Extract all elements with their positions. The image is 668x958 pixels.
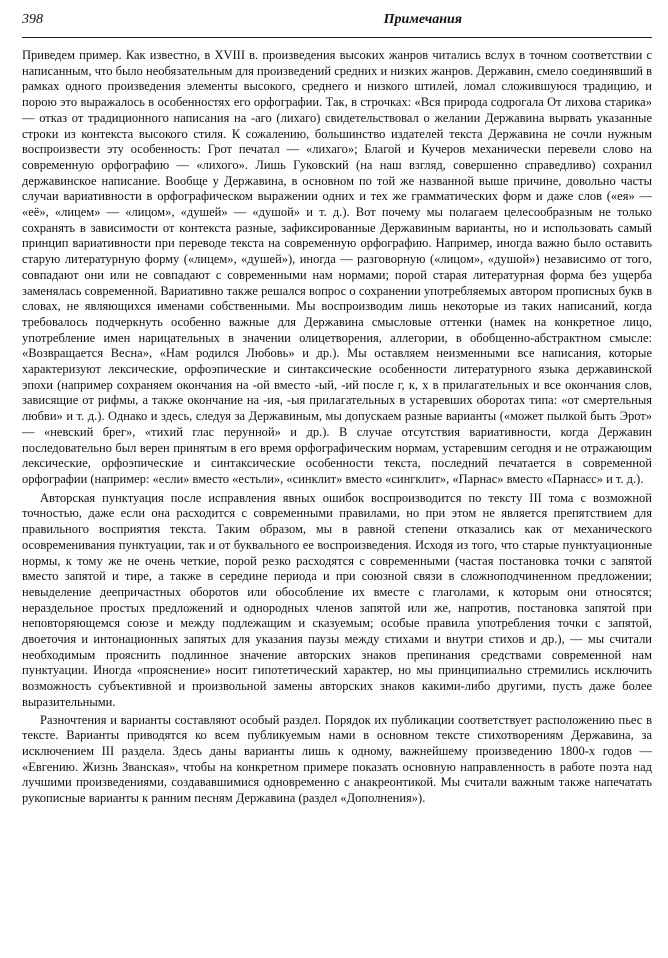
page-number: 398	[22, 12, 43, 27]
running-title: Примечания	[383, 12, 462, 27]
paragraph-variants: Разночтения и варианты составляют особый раздел. Порядок их публикации соответствует расположению пьес в тексте. Варианты приводятся ко всем публикуемым нами в основном тексте стихотворениям Державина, за исключением III раздела. Здесь даны варианты лишь к одному, важнейшему произведению 1800-х годов — «Евгению. Жизнь Званская», чтобы на конкретном примере показать основную направленность в работе поэта над лучшими произведениями, создававшимися одновременно с анакреонтикой. Мы считали важным также напечатать рукописные варианты к ранним песням Державина (раздел «Дополнения»).	[22, 712, 652, 806]
body-text	[22, 48, 652, 807]
paragraph-orthography: Приведем пример. Как известно, в XVIII в. произведения высоких жанров читались вслух в точном соответствии с написанным, что было необязательным для произведений средних и низких жанров. Державин, смело соединявший в рамках одного произведения элементы высокого, среднего и низкого штилей, ломал сложившуюся традицию, и порою это выражалось в особенностях его орфографии. Так, в строчках: «Вся природа содрогала От лихова старика» — отказ от традиционного написания на -аго (лихаго) свидетельствовал о желании Державина вырвать указанные строки из контекста высокого стиля. К сожалению, большинство издателей текста Державина не сочли нужным воспроизвести эту особенность: Грот печатал — «лихаго»; Благой и Кучеров механически перевели слово на современную орфографию — «лихого». Лишь Гуковский (на наш взгляд, совершенно справедливо) сохранил державинское написание. Вообще у Державина, в основном по той же названной выше причине, довольно часты случаи вариативности в орфографическом выражении одних и тех же грамматических форм и даже слов («ея» — «её», «лицем» — «лицом», «душей» — «душой» и т. д.). Вот почему мы полагаем целесообразным не только сохранять в зависимости от контекста разные, зафиксированные Державиным варианты, но и использовать самый принцип вариативности при переводе текста на современную орфографию. Например, иногда важно было оставить старую литературную форму («лицем», «душей»), иногда — разговорную («лицом», «душой») независимо от того, совпадают они или не совпадают с современными нам нормами; порой старая литературная форма без ущерба заменялась современной. Вариативно также решался вопрос о сохранении употребляемых автором прописных букв в словах, не являющихся именами собственными. Мы воспроизводим лишь некоторые из таких написаний, когда требовалось подчеркнуть особенно важные для Державина смысловые оттенки (намек на конкретное лицо, употребление имен нарицательных в значении олицетворения, аллегории, в обобщенно-абстрактном смысле: «Возвращается Весна», «Нам родился Любовь» и др.). Мы оставляем неизменными все написания, которые характеризуют лексические, орфоэпические и синтаксические особенности литературного языка державинской эпохи (например сохраняем окончания на -ой вместо -ый, -ий после г, к, х в прилагательных и все окончания слов, зависящие от рифмы, а также окончание на -ия, -ыя прилагательных в устаревших оборотах типа: «от смертельныя любви» и т. д.). Однако и здесь, следуя за Державиным, мы допускаем разные варианты («может пылкой быть Эрот» — «невский брег», «тихий глас перунной» и др.). В случае отсутствия вариативности, когда Державин последовательно был верен принятым в его время орфографическим нормам, устаревшим сегодня и не отражающим лексические, орфоэпические и синтаксические особенности текста, последний печатается в современной орфографии (например: «если» вместо «естьли», «синклит» вместо «сингклит», «Парнас» вместо «Парнасс» и т. д.).	[22, 48, 652, 486]
paragraph-punctuation: Авторская пунктуация после исправления явных ошибок воспроизводится по тексту III тома с возможной точностью, даже если она расходится с современными правилами, но при этом не является препятствием для правильного восприятия текста. Таким образом, мы в равной степени отказались как от механического осовременивания пунктуации, так и от буквального ее воспроизведения. Исходя из того, что старые пунктуационные нормы, к тому же не очень четкие, порой резко расходятся с современными (частая постановка точки с запятой вместо запятой и тире, а также в середине периода и при союзной связи в сложноподчиненном предложении; невыделение деепричастных оборотов или обособление их вместе с глаголами, к которым они относятся; нераздельное простых предложений и однородных членов запятой или же, напротив, постановка запятой при неповторяющемся союзе и между подлежащим и сказуемым; особые правила употребления точки с запятой, двоеточия и интонационных запятых для указания паузы между стихами и внутри стихов и др.), — мы считали необходимым прояснить подлинное значение авторских знаков препинания средствами современной нам пунктуации. Иногда «прояснение» носит гипотетический характер, но мы принципиально стремились исключить возможность субъективной и произвольной замены авторских знаков какими-либо другими, пусть даже более выразительными.	[22, 490, 652, 709]
header-rule	[22, 37, 652, 38]
page-header	[22, 12, 652, 34]
